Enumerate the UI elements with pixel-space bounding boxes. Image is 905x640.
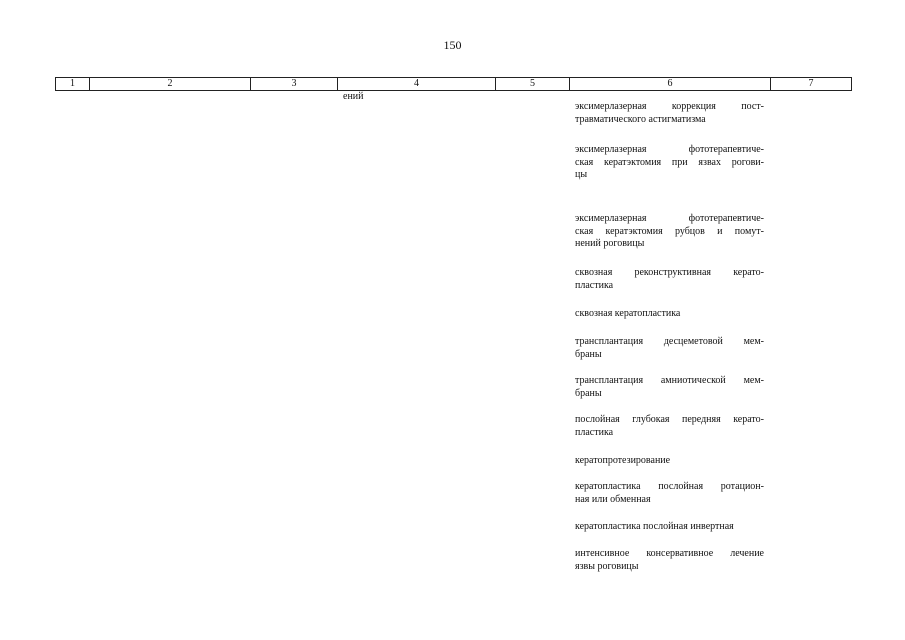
procedure-item-line: сквозная кератопластика bbox=[575, 308, 681, 319]
procedure-item bbox=[575, 481, 764, 506]
procedure-item-line: кератопластика послойная инвертная bbox=[575, 521, 734, 532]
procedure-item bbox=[575, 414, 764, 439]
column-number-5: 5 bbox=[496, 78, 570, 91]
procedure-item bbox=[575, 267, 764, 292]
table-body bbox=[56, 91, 852, 574]
procedure-item-line: нений роговицы bbox=[575, 238, 645, 249]
cell-col3 bbox=[251, 91, 338, 574]
table-header bbox=[56, 78, 852, 91]
procedure-item-line: кератопластика послойная ротацион- bbox=[575, 481, 764, 492]
column-number-2: 2 bbox=[90, 78, 251, 91]
procedure-item-line: травматического астигматизма bbox=[575, 113, 706, 125]
procedure-item-line: трансплантация амниотической мем- bbox=[575, 375, 764, 386]
page-number: 150 bbox=[443, 38, 462, 52]
column-number-1: 1 bbox=[56, 78, 90, 91]
cell-col7 bbox=[771, 91, 852, 574]
procedure-item bbox=[575, 308, 764, 321]
procedure-item-line: браны bbox=[575, 348, 602, 360]
procedure-item-line: эксимерлазерная коррекция пост- bbox=[575, 101, 764, 112]
procedure-item-line: браны bbox=[575, 387, 602, 399]
cell-col4 bbox=[338, 91, 496, 574]
procedure-item bbox=[575, 455, 764, 468]
cell-col5 bbox=[496, 91, 570, 574]
procedure-item-line: ская кератэктомия при язвах рогови- bbox=[575, 156, 764, 168]
procedure-item bbox=[575, 336, 764, 361]
procedure-list bbox=[575, 101, 764, 573]
procedure-item-line: пластика bbox=[575, 426, 614, 438]
procedure-item-line: интенсивное консервативное лечение bbox=[575, 548, 764, 559]
procedure-item bbox=[575, 213, 764, 251]
procedure-item-line: послойная глубокая передняя керато- bbox=[575, 414, 764, 425]
header-row bbox=[56, 78, 852, 91]
column-number-6: 6 bbox=[570, 78, 771, 91]
procedure-item-line: эксимерлазерная фототерапевтиче- bbox=[575, 144, 764, 155]
cell-col1 bbox=[56, 91, 90, 574]
procedure-item bbox=[575, 521, 764, 534]
column-number-4: 4 bbox=[338, 78, 496, 91]
procedure-item-line: цы bbox=[575, 169, 588, 180]
procedure-item bbox=[575, 375, 764, 400]
procedure-item-line: эксимерлазерная фототерапевтиче- bbox=[575, 213, 764, 224]
procedure-item bbox=[575, 548, 764, 573]
cell-col6 bbox=[570, 91, 771, 574]
column-number-3: 3 bbox=[251, 78, 338, 91]
procedure-item bbox=[575, 101, 764, 126]
procedure-item bbox=[575, 144, 764, 182]
table-row bbox=[56, 91, 852, 574]
main-table bbox=[55, 77, 852, 573]
column-number-7: 7 bbox=[771, 78, 852, 91]
procedure-item-line: ская кератэктомия рубцов и помут- bbox=[575, 225, 764, 237]
procedure-item-line: кератопротезирование bbox=[575, 455, 671, 466]
procedure-item-line: сквозная реконструктивная керато- bbox=[575, 267, 764, 278]
cell-col2 bbox=[90, 91, 251, 574]
procedure-item-line: язвы роговицы bbox=[575, 560, 639, 572]
procedure-item-line: ная или обменная bbox=[575, 493, 651, 505]
col4-continuation-text: ений bbox=[343, 91, 364, 102]
procedure-item-line: пластика bbox=[575, 279, 614, 291]
procedure-item-line: трансплантация десцеметовой мем- bbox=[575, 336, 764, 347]
